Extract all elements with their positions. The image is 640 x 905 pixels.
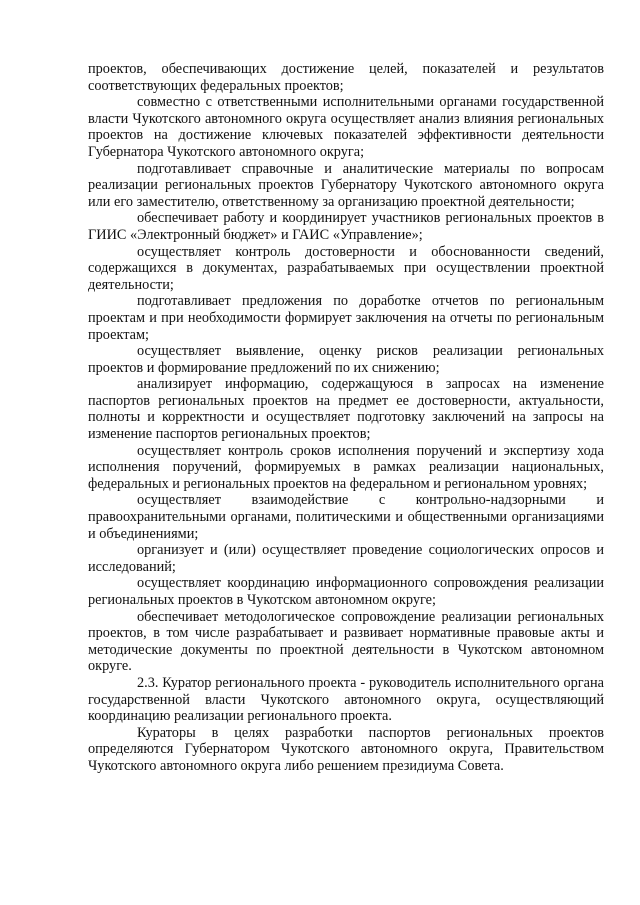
paragraph-15: Кураторы в целях разработки паспортов региональных проектов определяются Губернатором Чукотского автономного округа, Правительством Чукотского автономного округа либо решением президиума Совета. bbox=[88, 724, 604, 774]
paragraph-3: подготавливает справочные и аналитические материалы по вопросам реализации региональных проектов Губернатору Чукотского автономного округа или его заместителю, ответственному за организацию проектной деятельности; bbox=[88, 160, 604, 210]
paragraph-7: осуществляет выявление, оценку рисков реализации региональных проектов и формирование предложений по их снижению; bbox=[88, 343, 604, 376]
paragraph-1: проектов, обеспечивающих достижение целей, показателей и результатов соответствующих федеральных проектов; bbox=[88, 61, 604, 94]
paragraph-12: осуществляет координацию информационного сопровождения реализации региональных проектов в Чукотском автономном округе; bbox=[88, 575, 604, 608]
paragraph-9: осуществляет контроль сроков исполнения поручений и экспертизу хода исполнения поручений, формируемых в рамках реализации национальных, федеральных и региональных проектов на федеральном и региональном уровнях; bbox=[88, 442, 604, 492]
paragraph-4: обеспечивает работу и координирует участников региональных проектов в ГИИС «Электронный бюджет» и ГАИС «Управление»; bbox=[88, 210, 604, 243]
paragraph-8: анализирует информацию, содержащуюся в запросах на изменение паспортов региональных проектов на предмет ее достоверности, актуальности, полноты и корректности и осуществляет подготовку заключений на запросы на изменение паспортов региональных проектов; bbox=[88, 376, 604, 443]
paragraph-14-section-2-3: 2.3. Куратор регионального проекта - руководитель исполнительного органа государственной власти Чукотского автономного округа, осуществляющий координацию реализации регионального проекта. bbox=[88, 674, 604, 725]
paragraph-2: совместно с ответственными исполнительными органами государственной власти Чукотского автономного округа осуществляет анализ влияния региональных проектов на достижение ключевых показателей эффективности деятельности Губернатора Чукотского автономного округа; bbox=[88, 94, 604, 160]
document-page bbox=[88, 61, 604, 775]
paragraph-6: подготавливает предложения по доработке отчетов по региональным проектам и при необходимости формирует заключения на отчеты по региональным проектам; bbox=[88, 293, 604, 343]
paragraph-11: организует и (или) осуществляет проведение социологических опросов и исследований; bbox=[88, 542, 604, 575]
paragraph-10: осуществляет взаимодействие с контрольно-надзорными и правоохранительными органами, политическими и общественными организациями и объединениями; bbox=[88, 492, 604, 542]
paragraph-5: осуществляет контроль достоверности и обоснованности сведений, содержащихся в документах, разрабатываемых при осуществлении проектной деятельности; bbox=[88, 243, 604, 293]
paragraph-13: обеспечивает методологическое сопровождение реализации региональных проектов, в том числе разрабатывает и развивает нормативные правовые акты и методические документы по проектной деятельности в Чукотском автономном округе. bbox=[88, 608, 604, 675]
